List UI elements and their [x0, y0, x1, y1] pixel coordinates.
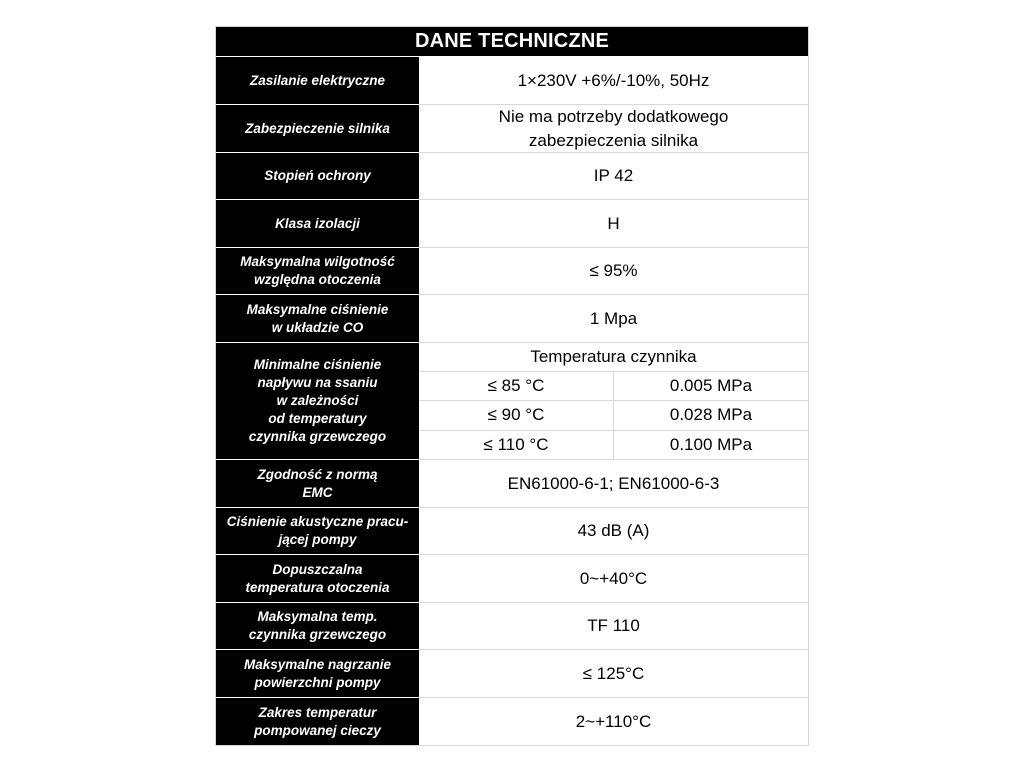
row-value: EN61000-6-1; EN61000-6-3 — [419, 460, 808, 508]
row-label: Zabezpieczenie silnika — [216, 105, 419, 153]
pressure-label: Minimalne ciśnienie napływu na ssaniu w zależności od temperatury czynnika grzewczego — [216, 343, 419, 460]
row-label: Klasa izolacji — [216, 200, 419, 248]
row-value: 0~+40°C — [419, 555, 808, 603]
row-label: Stopień ochrony — [216, 153, 419, 200]
table-row — [216, 200, 808, 248]
row-value: ≤ 95% — [419, 248, 808, 295]
temperature-cell: ≤ 85 °C — [419, 372, 614, 400]
pressure-cell: 0.100 MPa — [669, 434, 753, 454]
row-value: 1 Mpa — [419, 295, 808, 343]
pressure-cell: 0.028 MPa — [669, 405, 753, 425]
row-label: Zgodność z normą EMC — [216, 460, 419, 508]
row-label: Maksymalna wilgotność względna otoczenia — [216, 248, 419, 295]
row-value: ≤ 125°C — [419, 650, 808, 698]
row-label: Maksymalne ciśnienie w układzie CO — [216, 295, 419, 343]
row-value: 43 dB (A) — [419, 508, 808, 555]
pressure-subtable — [419, 343, 808, 460]
row-label: Dopuszczalna temperatura otoczenia — [216, 555, 419, 603]
table-row — [216, 153, 808, 200]
row-value: H — [419, 200, 808, 248]
table-row — [216, 508, 808, 555]
table-row — [216, 57, 808, 105]
row-label: Maksymalna temp. czynnika grzewczego — [216, 603, 419, 650]
row-label: Maksymalne nagrzanie powierzchni pompy — [216, 650, 419, 698]
temperature-cell: ≤ 90 °C — [419, 401, 614, 429]
row-value: 1×230V +6%/-10%, 50Hz — [419, 57, 808, 105]
temperature-cell: ≤ 110 °C — [419, 431, 614, 459]
row-label: Zakres temperatur pompowanej cieczy — [216, 698, 419, 745]
row-value: IP 42 — [419, 153, 808, 200]
pressure-subtable-header: Temperatura czynnika — [419, 343, 808, 372]
table-row — [216, 460, 808, 508]
technical-data-table — [215, 26, 809, 746]
table-row — [216, 105, 808, 153]
row-value: Nie ma potrzeby dodatkowego zabezpieczenia silnika — [419, 105, 808, 153]
table-row — [216, 248, 808, 295]
pressure-subtable-row — [419, 372, 808, 401]
pressure-subtable-row — [419, 431, 808, 460]
pressure-subtable-row — [419, 401, 808, 430]
table-row — [216, 555, 808, 603]
table-row — [216, 295, 808, 343]
pressure-cell: 0.005 MPa — [669, 376, 753, 396]
table-row — [216, 698, 808, 745]
row-value: TF 110 — [419, 603, 808, 650]
row-label: Zasilanie elektryczne — [216, 57, 419, 105]
table-row — [216, 650, 808, 698]
row-label: Ciśnienie akustyczne pracu- jącej pompy — [216, 508, 419, 555]
table-row — [216, 603, 808, 650]
pressure-row — [216, 343, 808, 460]
table-title: DANE TECHNICZNE — [216, 27, 808, 57]
row-value: 2~+110°C — [575, 711, 652, 731]
